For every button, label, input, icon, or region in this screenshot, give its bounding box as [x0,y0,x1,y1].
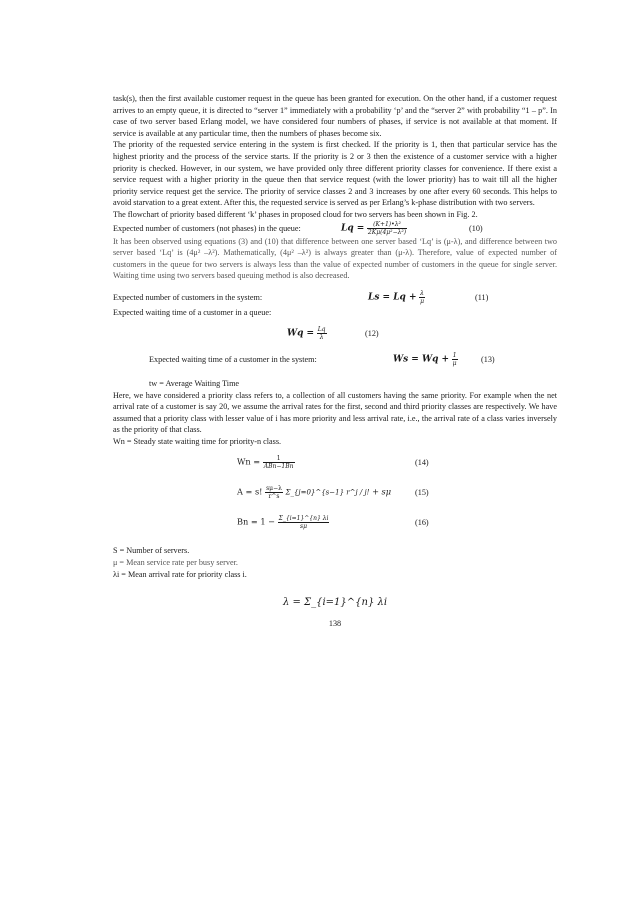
equation-12-label-row [113,305,557,318]
equation-15 [113,485,557,507]
equation-10-label: Expected number of customers (not phases) in the queue: [113,223,301,233]
lambda-sum-definition: λ = Σ_{i=1}^{n} λi [282,597,388,609]
equation-10-math: Lq = $\frac{\text{(K+1)•λ²}}{\text{2Kμ(4μ²−λ²)}}$ [341,220,407,236]
def-servers: S = Number of servers. [113,546,190,556]
equation-13-math: Ws = Wq + $\frac{1}{\mu}$ [393,351,457,367]
paragraph-1: task(s), then the first available customer request in the queue has been granted for execution. On the other hand, if a customer request arrives to an empty queue, it is directed to “server 1” immediately with a probability ‘p’ and the “server 2” with probability “1 – p”. In case of two server based Erlang model, we have considered four numbers of phases, if service is not available at that moment. If service is available at any particular time, then the numbers of phases become six. [113,94,557,138]
equation-16-number: (16) [415,518,429,528]
equation-10 [113,221,557,236]
paragraph-6: Wn = Steady state waiting time for priority-n class. [113,436,282,446]
equation-14-math: Wn = $\frac{1}{\text{ABn−1Bn}}$ [237,455,294,471]
paragraph-4: It has been observed using equations (3) and (10) that difference between one server based ‘Lq’ is (μ-λ), and difference between two server based ‘Lq’ is (4μ² –λ²). Mathematically, (4μ² –λ²) is always greater than (μ-λ). Therefore, value of expected number of customers in the queue for two servers is always less than the value of expected number of customers in the queue for single server. Waiting time using two servers based queuing method is also decreased. [113,236,557,281]
def-mu: μ = Mean service rate per busy server. [113,558,238,568]
equation-16 [113,515,557,537]
paragraph-3: The flowchart of priority based different ‘k’ phases in proposed cloud for two servers has been shown in Fig. 2. [113,209,478,219]
equation-13-label: Expected waiting time of a customer in the system: [149,354,317,364]
average-waiting-time-def: tw = Average Waiting Time [149,378,240,388]
equation-15-math: A = s! $\frac{s\mu-\lambda}{r\^{}s}$ Σ_{j=0}^{s−1} r^j / j! + sμ [237,485,392,501]
equation-11-number: (11) [475,292,489,302]
paragraph-2: The priority of the requested service entering in the system is first checked. If the priority is 1, then that particular service has the highest priority and the process of the service starts. If the priority is 2 or 3 then the existence of a customer service with a higher priority is checked. However, in our system, we have provided only three different priority classes for convenience. If there exist a service request with a higher priority in the queue then that service request (with the lower priority) has to wait till all the higher priority service request get the service. The priority of service classes 2 and 3 increases by one after every 60 seconds. This helps to avoid starvation to a great extent. After this, the requested service is served as per Erlang’s k-phase distribution with two servers. [113,140,557,208]
equation-10-number: (10) [469,223,483,233]
equation-14 [113,455,557,477]
equation-12 [113,326,557,344]
equation-12-number: (12) [365,328,379,338]
equation-13 [113,352,557,370]
equation-14-number: (14) [415,458,429,468]
equation-12-math: Wq = $\frac{Lq}{\lambda}$ [287,325,326,341]
page-number: 138 [328,619,342,629]
equation-11-label: Expected number of customers in the system: [113,292,263,302]
equation-15-number: (15) [415,488,429,498]
equation-11 [113,290,557,305]
body-text [113,93,557,630]
equation-16-math: Bn = 1 − $\frac{\Sigma\_\{i=1\}\^{}\{n\} \lambda i}{s\mu}$ [237,515,329,531]
equation-12-label: Expected waiting time of a customer in a queue: [113,307,272,317]
def-lambda-i: λi = Mean arrival rate for priority class i. [113,569,247,579]
equation-13-number: (13) [481,354,495,364]
equation-11-math: Ls = Lq + $\frac{\lambda}{\mu}$ [368,289,425,305]
paragraph-5: Here, we have considered a priority class refers to, a collection of all customers having the same priority. For example when the net arrival rate of a customer is say 20, we assume the arrival rates for the first, second and third priority classes are respectively. We have assumed that a priority class with lesser value of i has more priority and less arrival rate, i.e., the arrival rate of a class varies inversely as the priority of that class. [113,390,557,435]
